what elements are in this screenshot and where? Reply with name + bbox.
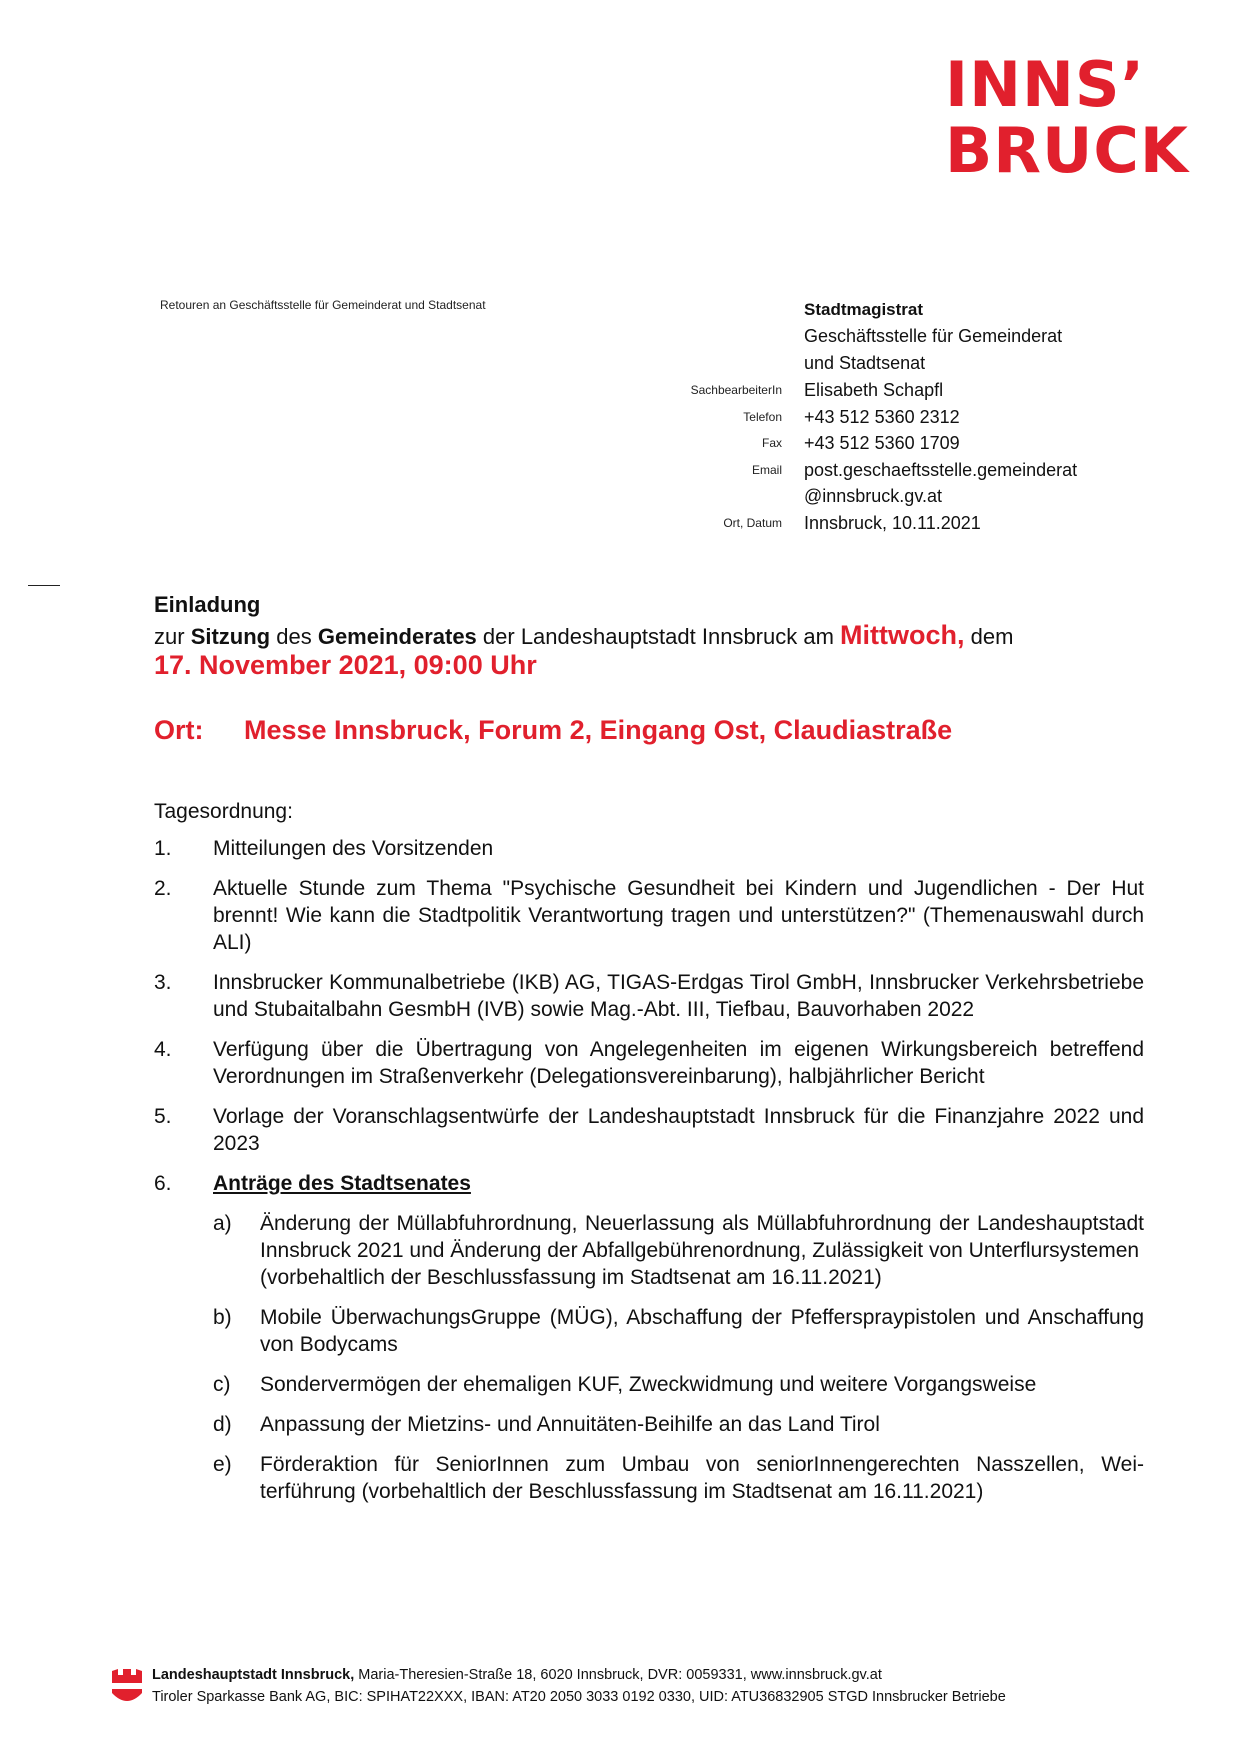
sender-block <box>804 296 1062 377</box>
label-spacer <box>560 483 782 510</box>
meeting-location <box>154 715 952 746</box>
agenda-subitem-text: Anpassung der Mietzins- und Annuitäten-Beihilfe an das Land Tirol <box>260 1413 880 1436</box>
agenda-item-number: 6. <box>154 1172 172 1195</box>
agenda-item-number: 2. <box>154 877 172 900</box>
value-clerk: Elisabeth Schapfl <box>804 380 944 400</box>
inv-p1: zur <box>154 624 191 649</box>
invitation-line <box>154 620 1104 652</box>
footer <box>110 1664 1006 1708</box>
inv-p4: Gemeinderates <box>317 624 477 649</box>
innsbruck-logo <box>945 48 1195 187</box>
location-label: Ort: <box>154 715 204 745</box>
agenda-subitem-text: Änderung der Müllabfuhrordnung, Neuerlassung als Müllabfuhrordnung der Landeshauptstadt Innsbruck 2021 und Änderung der Abfallgebührenordnung, Zulässigkeit von Unterflursystemen <box>260 1212 1144 1262</box>
inv-weekday: Mittwoch, <box>840 620 965 650</box>
agenda-item <box>154 1036 1144 1090</box>
agenda <box>154 798 1144 1518</box>
agenda-subitem-text: Sondervermögen der ehemaligen KUF, Zweckwidmung und weitere Vorgangsweise <box>260 1373 1037 1396</box>
location-value: Messe Innsbruck, Forum 2, Eingang Ost, Claudiastraße <box>244 715 953 745</box>
value-phone: +43 512 5360 2312 <box>804 406 960 427</box>
agenda-subitem-letter: b) <box>213 1306 232 1329</box>
agenda-subitem <box>213 1411 1144 1438</box>
agenda-item-text: Vorlage der Voranschlagsentwürfe der Landeshauptstadt Innsbruck für die Finanzjahre 2022 und 2023 <box>213 1105 1144 1155</box>
inv-p6: dem <box>964 624 1014 649</box>
inv-p2: Sitzung <box>190 624 271 649</box>
value-email-line-2: @innsbruck.gv.at <box>804 486 942 506</box>
footer-bank: Tiroler Sparkasse Bank AG, BIC: SPIHAT22XXX, IBAN: AT20 2050 3033 0192 0330, UID: ATU36832905 STGD Innsbrucker Betriebe <box>152 1689 1006 1705</box>
footer-line-1 <box>152 1664 1006 1686</box>
value-place-date: Innsbruck, 10.11.2021 <box>804 512 981 533</box>
sender-dept-line-2: und Stadtsenat <box>804 353 926 373</box>
contact-values <box>804 377 1077 536</box>
agenda-subitem-letter: a) <box>213 1212 232 1235</box>
footer-row <box>110 1664 1006 1708</box>
agenda-item-number: 5. <box>154 1105 172 1128</box>
agenda-subitem <box>213 1210 1144 1291</box>
value-email-line-1: post.geschaeftsstelle.gemeinderat <box>804 459 1078 480</box>
agenda-item <box>154 969 1144 1023</box>
inv-p3: des <box>270 624 318 649</box>
agenda-item <box>154 1103 1144 1157</box>
agenda-subitem-letter: d) <box>213 1413 232 1436</box>
city-coat-of-arms-icon <box>110 1667 144 1707</box>
agenda-subitem-body <box>260 1210 1144 1291</box>
agenda-item-number: 3. <box>154 971 172 994</box>
invitation-title: Einladung <box>154 592 261 617</box>
fold-mark <box>28 585 60 586</box>
agenda-item <box>154 875 1144 956</box>
agenda-subitem-letter: e) <box>213 1453 232 1476</box>
logo-line-1: INNS’ <box>945 48 1146 121</box>
return-address: Retouren an Geschäftsstelle für Gemeinderat und Stadtsenat <box>160 298 486 312</box>
contact-labels <box>560 377 782 536</box>
sender-org: Stadtmagistrat <box>804 300 924 319</box>
meeting-date: 17. November 2021, 09:00 Uhr <box>154 650 537 680</box>
agenda-subitem <box>213 1304 1144 1358</box>
agenda-subitem-note: (vorbehaltlich der Beschlussfassung im Stadtsenat am 16.11.2021) <box>260 1266 882 1289</box>
agenda-subitem <box>213 1451 1144 1505</box>
label-place-date: Ort, Datum <box>723 515 782 530</box>
agenda-item <box>154 835 1144 862</box>
agenda-subitem <box>213 1371 1144 1398</box>
inv-p5: der Landeshauptstadt Innsbruck am <box>476 624 841 649</box>
agenda-item-text: Innsbrucker Kommunalbetriebe (IKB) AG, TIGAS-Erdgas Tirol GmbH, Innsbrucker Verkehrsbetriebe und Stubaitalbahn GesmbH (IVB) sowie Mag.-Abt. III, Tiefbau, Bauvorhaben 2022 <box>213 971 1144 1021</box>
logo-line-2: BRUCK <box>945 114 1189 187</box>
agenda-subitem-letter: c) <box>213 1373 231 1396</box>
value-fax: +43 512 5360 1709 <box>804 433 960 453</box>
footer-address: Maria-Theresien-Straße 18, 6020 Innsbruck, DVR: 0059331, www.innsbruck.gv.at <box>354 1667 882 1683</box>
label-phone: Telefon <box>743 409 782 424</box>
agenda-subitem-text: Förderaktion für SeniorInnen zum Umbau von seniorInnengerechten Nasszellen, Weiterführung (vorbehaltlich der Beschlussfassung im Stadtsenat am 16.11.2021) <box>260 1453 1144 1503</box>
footer-text <box>152 1664 1006 1708</box>
sender-dept-line-1: Geschäftsstelle für Gemeinderat <box>804 326 1063 346</box>
agenda-item-number: 4. <box>154 1038 172 1061</box>
agenda-item-number: 1. <box>154 837 172 860</box>
agenda-heading: Tagesordnung: <box>154 800 293 823</box>
invitation-block <box>154 590 1104 652</box>
label-clerk: SachbearbeiterIn <box>690 383 782 397</box>
agenda-item-text: Mitteilungen des Vorsitzenden <box>213 837 494 860</box>
agenda-item-text: Verfügung über die Übertragung von Angelegenheiten im eigenen Wirkungsbereich betreffend Verordnungen im Straßenverkehr (Delegationsvereinbarung), halbjährlicher Bericht <box>213 1038 1144 1088</box>
agenda-item-text: Anträge des Stadtsenates <box>213 1172 471 1195</box>
label-fax: Fax <box>761 436 782 450</box>
agenda-subitem-text: Mobile ÜberwachungsGruppe (MÜG), Abschaffung der Pfefferspraypistolen und Anschaffung von Bodycams <box>260 1306 1144 1356</box>
agenda-item-text: Aktuelle Stunde zum Thema "Psychische Gesundheit bei Kindern und Jugendlichen - Der Hut brennt! Wie kann die Stadtpolitik Verantwortung tragen und unterstützen?" (Themenauswahl durch ALI) <box>213 877 1144 954</box>
label-email: Email <box>751 462 782 477</box>
agenda-item <box>154 1170 1144 1197</box>
footer-city: Landeshauptstadt Innsbruck, <box>152 1667 355 1683</box>
